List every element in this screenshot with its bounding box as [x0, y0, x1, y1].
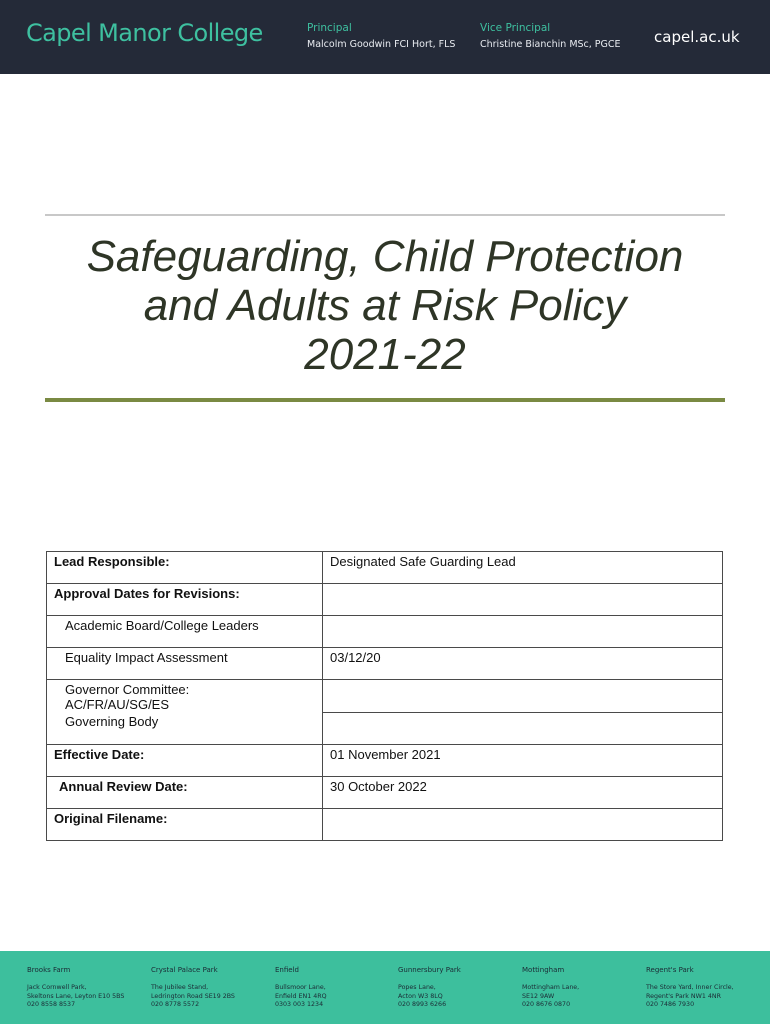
- document-info-table: [46, 551, 723, 841]
- title-rule-top: [45, 214, 725, 216]
- campus-gunnersbury-park: [398, 966, 518, 1010]
- table-row: [47, 776, 723, 808]
- governor-committee-value: [323, 680, 723, 713]
- academic-board-label: Academic Board/College Leaders: [47, 616, 323, 648]
- campus-name: Brooks Farm: [27, 966, 71, 974]
- campus-address-line-1: Bullsmoor Lane,: [275, 984, 326, 991]
- footer-band: [0, 951, 770, 1024]
- effective-date-value: 01 November 2021: [323, 744, 723, 776]
- campus-address-line-1: Jack Cornwell Park,: [27, 984, 87, 991]
- effective-date-label: Effective Date:: [47, 744, 323, 776]
- governing-body-value: [323, 712, 723, 744]
- governor-committee-label: Governor Committee: AC/FR/AU/SG/ES: [47, 680, 323, 713]
- campus-phone: 020 8558 8537: [27, 1001, 76, 1008]
- campus-phone: 0303 003 1234: [275, 1001, 324, 1008]
- campus-name: Gunnersbury Park: [398, 966, 461, 974]
- table-row: [47, 616, 723, 648]
- campus-address-line-1: The Store Yard, Inner Circle,: [646, 984, 734, 991]
- original-filename-label: Original Filename:: [47, 808, 323, 840]
- website-link[interactable]: capel.ac.uk: [654, 28, 740, 46]
- campus-address-line-1: Mottingham Lane,: [522, 984, 580, 991]
- equality-impact-label: Equality Impact Assessment: [47, 648, 323, 680]
- original-filename-value: [323, 808, 723, 840]
- approval-dates-value: [323, 584, 723, 616]
- table-row: [47, 744, 723, 776]
- vice-principal-block: [480, 22, 621, 50]
- table-row: [47, 648, 723, 680]
- campus-address-line-2: Ledrington Road SE19 2BS: [151, 992, 235, 1000]
- campus-regents-park: [646, 966, 766, 1010]
- approval-dates-label: Approval Dates for Revisions:: [47, 584, 323, 616]
- lead-responsible-label: Lead Responsible:: [47, 552, 323, 584]
- campus-name: Crystal Palace Park: [151, 966, 218, 974]
- campus-address-line-1: Popes Lane,: [398, 984, 436, 991]
- campus-mottingham: [522, 966, 642, 1010]
- title-line-1: Safeguarding, Child Protection: [86, 232, 684, 281]
- principal-block: [307, 22, 455, 50]
- campus-name: Regent's Park: [646, 966, 694, 974]
- campus-phone: 020 8778 5572: [151, 1001, 200, 1008]
- lead-responsible-value: Designated Safe Guarding Lead: [323, 552, 723, 584]
- campus-address-line-2: SE12 9AW: [522, 992, 555, 1000]
- table-row: [47, 680, 723, 713]
- campus-enfield: [275, 966, 395, 1010]
- title-line-2: and Adults at Risk Policy: [143, 281, 627, 330]
- table-row: [47, 808, 723, 840]
- campus-phone: 020 7486 7930: [646, 1001, 695, 1008]
- vice-principal-label: Vice Principal: [480, 22, 551, 34]
- principal-name: Malcolm Goodwin FCI Hort, FLS: [307, 39, 456, 50]
- campus-address-line-2: Regent's Park NW1 4NR: [646, 992, 721, 1000]
- table-row: [47, 712, 723, 744]
- campus-phone: 020 8676 0870: [522, 1001, 571, 1008]
- table-row: [47, 584, 723, 616]
- campus-brooks-farm: [27, 966, 147, 1010]
- campus-phone: 020 8993 6266: [398, 1001, 447, 1008]
- college-logo-text: Capel Manor College: [26, 19, 263, 47]
- governing-body-label: Governing Body: [47, 712, 323, 744]
- title-line-3: 2021-22: [304, 330, 466, 379]
- academic-board-value: [323, 616, 723, 648]
- campus-address-line-2: Enfield EN1 4RQ: [275, 992, 327, 1000]
- document-title: [45, 232, 725, 379]
- annual-review-value: 30 October 2022: [323, 776, 723, 808]
- campus-name: Enfield: [275, 966, 299, 974]
- vice-principal-name: Christine Bianchin MSc, PGCE: [480, 39, 621, 50]
- title-rule-bottom: [45, 398, 725, 402]
- header-band: [0, 0, 770, 74]
- principal-label: Principal: [307, 22, 352, 34]
- campus-address-line-1: The Jubilee Stand,: [151, 984, 209, 991]
- campus-name: Mottingham: [522, 966, 565, 974]
- annual-review-label: Annual Review Date:: [47, 776, 323, 808]
- campus-crystal-palace-park: [151, 966, 271, 1010]
- campus-address-line-2: Skeltons Lane, Leyton E10 5BS: [27, 992, 125, 1000]
- table-row: [47, 552, 723, 584]
- campus-address-line-2: Acton W3 8LQ: [398, 992, 443, 1000]
- equality-impact-value: 03/12/20: [323, 648, 723, 680]
